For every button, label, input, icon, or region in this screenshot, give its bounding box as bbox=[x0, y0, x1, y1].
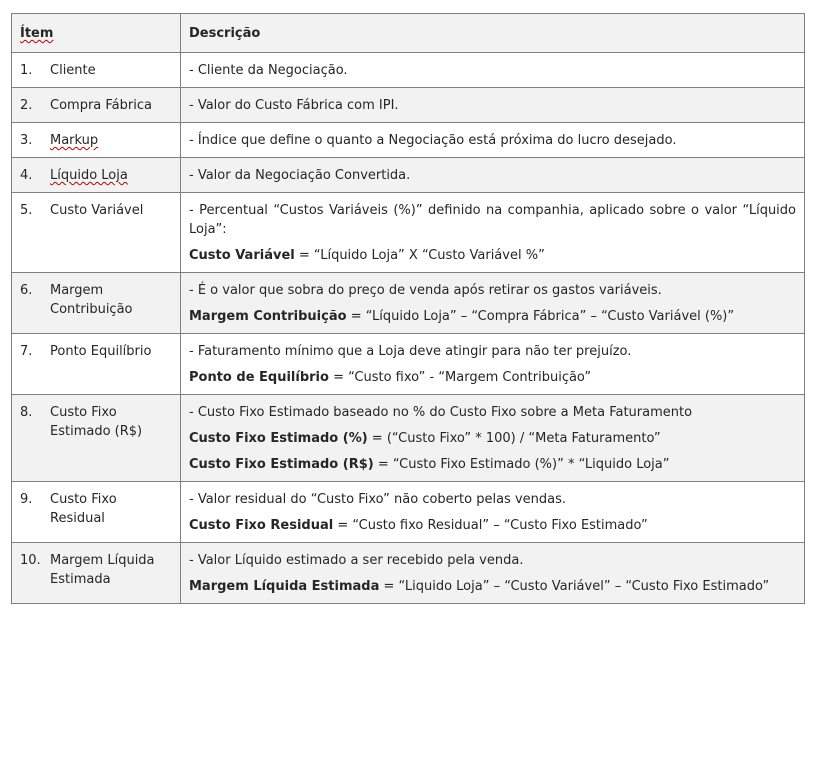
table-row bbox=[12, 158, 805, 193]
formula-line bbox=[189, 246, 796, 265]
item-label: Compra Fábrica bbox=[50, 98, 152, 113]
description-line: - Valor da Negociação Convertida. bbox=[189, 168, 411, 183]
item-label: Cliente bbox=[50, 63, 96, 78]
item-cell bbox=[12, 482, 181, 543]
formula-term: Margem Contribuição bbox=[189, 309, 347, 324]
formula-expression: = “Custo fixo” - “Margem Contribuição” bbox=[328, 370, 592, 385]
formula-term: Ponto de Equilíbrio bbox=[189, 370, 329, 385]
item-cell bbox=[12, 395, 181, 482]
item-number: 10. bbox=[20, 553, 41, 568]
table-row bbox=[12, 88, 805, 123]
item-cell bbox=[12, 334, 181, 395]
item-cell bbox=[12, 273, 181, 334]
formula-expression: = “Líquido Loja” – “Compra Fábrica” – “Custo Variável (%)” bbox=[346, 309, 735, 324]
item-label: Margem Contribuição bbox=[50, 283, 133, 317]
description-line: - Custo Fixo Estimado baseado no % do Custo Fixo sobre a Meta Faturamento bbox=[189, 405, 693, 420]
description-cell bbox=[181, 482, 805, 543]
table-row bbox=[12, 543, 805, 604]
definitions-table bbox=[11, 13, 805, 604]
item-number: 5. bbox=[20, 203, 33, 218]
table-row bbox=[12, 193, 805, 273]
table-header-row bbox=[12, 14, 805, 53]
item-cell bbox=[12, 88, 181, 123]
item-label: Custo Fixo Estimado (R$) bbox=[50, 405, 143, 439]
item-cell bbox=[12, 158, 181, 193]
formula-term: Custo Fixo Estimado (%) bbox=[189, 431, 368, 446]
description-cell bbox=[181, 543, 805, 604]
formula-expression: = “Custo fixo Residual” – “Custo Fixo Estimado” bbox=[333, 518, 648, 533]
description-cell bbox=[181, 123, 805, 158]
description-cell bbox=[181, 193, 805, 273]
item-number: 4. bbox=[20, 168, 33, 183]
item-cell bbox=[12, 123, 181, 158]
description-cell bbox=[181, 88, 805, 123]
item-label: Markup bbox=[50, 133, 99, 148]
item-number: 6. bbox=[20, 283, 33, 298]
item-label: Custo Variável bbox=[50, 203, 144, 218]
header-cell-description bbox=[181, 14, 805, 53]
formula-term: Custo Fixo Residual bbox=[189, 518, 334, 533]
formula-line bbox=[189, 455, 796, 474]
item-number: 1. bbox=[20, 63, 33, 78]
formula-expression: = “Custo Fixo Estimado (%)” * “Liquido Loja” bbox=[373, 457, 670, 472]
item-cell bbox=[12, 193, 181, 273]
table-row bbox=[12, 123, 805, 158]
item-number: 3. bbox=[20, 133, 33, 148]
formula-term: Custo Fixo Estimado (R$) bbox=[189, 457, 374, 472]
item-number: 9. bbox=[20, 492, 33, 507]
description-cell bbox=[181, 273, 805, 334]
header-description-label: Descrição bbox=[189, 26, 261, 41]
description-line: - Valor Líquido estimado a ser recebido pela venda. bbox=[189, 553, 524, 568]
formula-line bbox=[189, 307, 796, 326]
formula-term: Custo Variável bbox=[189, 248, 295, 263]
table-row bbox=[12, 334, 805, 395]
formula-line bbox=[189, 516, 796, 535]
item-label: Líquido Loja bbox=[50, 168, 128, 183]
item-label: Margem Líquida Estimada bbox=[50, 553, 155, 587]
item-number: 8. bbox=[20, 405, 33, 420]
header-item-label: Ítem bbox=[20, 26, 54, 41]
description-line: - Valor residual do “Custo Fixo” não coberto pelas vendas. bbox=[189, 492, 566, 507]
formula-expression: = (“Custo Fixo” * 100) / “Meta Faturamento” bbox=[367, 431, 661, 446]
description-line: - Percentual “Custos Variáveis (%)” definido na companhia, aplicado sobre o valor “Líquido Loja”: bbox=[189, 203, 796, 237]
item-cell bbox=[12, 53, 181, 88]
description-cell bbox=[181, 53, 805, 88]
description-cell bbox=[181, 334, 805, 395]
header-cell-item bbox=[12, 14, 181, 53]
table-row bbox=[12, 395, 805, 482]
item-number: 2. bbox=[20, 98, 33, 113]
description-cell bbox=[181, 158, 805, 193]
description-line: - Índice que define o quanto a Negociação está próxima do lucro desejado. bbox=[189, 133, 677, 148]
description-cell bbox=[181, 395, 805, 482]
table-row bbox=[12, 273, 805, 334]
formula-line bbox=[189, 429, 796, 448]
formula-expression: = “Líquido Loja” X “Custo Variável %” bbox=[294, 248, 545, 263]
description-line: - É o valor que sobra do preço de venda após retirar os gastos variáveis. bbox=[189, 283, 662, 298]
table-row bbox=[12, 53, 805, 88]
formula-term: Margem Líquida Estimada bbox=[189, 579, 380, 594]
item-cell bbox=[12, 543, 181, 604]
item-label: Custo Fixo Residual bbox=[50, 492, 117, 526]
item-label: Ponto Equilíbrio bbox=[50, 344, 152, 359]
formula-line bbox=[189, 368, 796, 387]
description-line: - Faturamento mínimo que a Loja deve atingir para não ter prejuízo. bbox=[189, 344, 632, 359]
description-line: - Valor do Custo Fábrica com IPI. bbox=[189, 98, 399, 113]
description-line: - Cliente da Negociação. bbox=[189, 63, 348, 78]
item-number: 7. bbox=[20, 344, 33, 359]
table-row bbox=[12, 482, 805, 543]
formula-line bbox=[189, 577, 796, 596]
document-page bbox=[11, 13, 804, 604]
formula-expression: = “Liquido Loja” – “Custo Variável” – “Custo Fixo Estimado” bbox=[379, 579, 770, 594]
